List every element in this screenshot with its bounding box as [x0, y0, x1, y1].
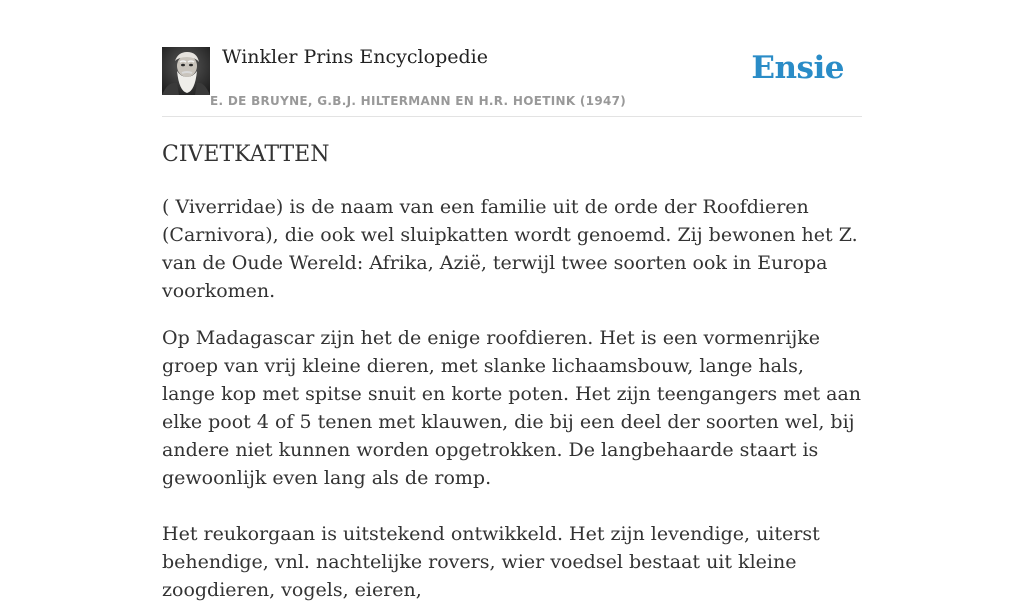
- source-header: [162, 46, 862, 117]
- portrait-avatar-icon: [162, 47, 210, 95]
- article: [162, 140, 862, 604]
- avatar[interactable]: [162, 47, 210, 95]
- site-logo[interactable]: Ensie: [751, 50, 844, 86]
- article-paragraph: Op Madagascar zijn het de enige roofdieren. Het is een vormenrijke groep van vrij kleine dieren, met slanke lichaamsbouw, lange hals, lange kop met spitse snuit en korte poten. Het zijn teengangers met aan elke poot 4 of 5 tenen met klauwen, die bij een deel der soorten wel, bij andere niet kunnen worden opgetrokken. De langbehaarde staart is gewoonlijk even lang als de romp.: [162, 327, 862, 489]
- article-paragraph: Het reukorgaan is uitstekend ontwikkeld. Het zijn levendige, uiterst behendige, vnl. nachtelijke rovers, wier voedsel bestaat uit kleine zoogdieren, vogels, eieren,: [162, 523, 820, 601]
- source-authors: E. DE BRUYNE, G.B.J. HILTERMANN EN H.R. HOETINK (1947): [210, 94, 627, 108]
- article-paragraph: ( Viverridae) is de naam van een familie uit de orde der Roofdieren (Carnivora), die ook wel sluipkatten wordt genoemd. Zij bewonen het Z. van de Oude Wereld: Afrika, Azië, terwijl twee soorten ook in Europa voorkomen.: [162, 196, 858, 302]
- source-title[interactable]: Winkler Prins Encyclopedie: [222, 46, 488, 68]
- article-title: CIVETKATTEN: [162, 142, 330, 167]
